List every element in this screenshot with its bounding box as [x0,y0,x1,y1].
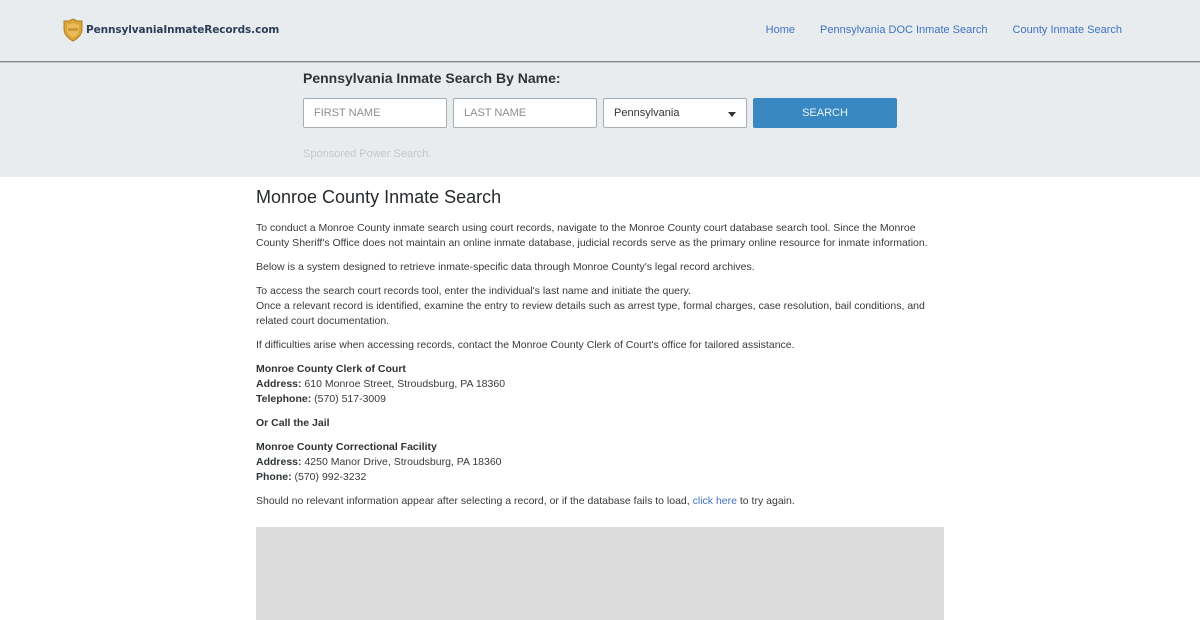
jail-contact: Monroe County Correctional Facility Address: 4250 Manor Drive, Stroudsburg, PA 18360 Phone: (570) 992-3232 [256,441,502,483]
clerk-address: 610 Monroe Street, Stroudsburg, PA 18360 [301,378,506,390]
page-title: Monroe County Inmate Search [256,187,502,207]
logo-text: PennsylvaniaInmateRecords.com [86,24,280,36]
main-nav [766,24,1122,36]
sponsored-text: Sponsored Power Search. [303,148,432,160]
click-here-link[interactable]: click here [692,495,737,507]
police-badge-icon [62,18,84,42]
article [256,187,944,518]
jail-name: Monroe County Correctional Facility [256,441,437,453]
first-name-input[interactable] [303,98,447,128]
site-logo[interactable] [62,18,279,42]
intro-paragraph: To conduct a Monroe County inmate search using court records, navigate to the Monroe County court database search tool. Since the Monroe County Sheriff's Office does not maintain an online inmate database, judicial records serve as the primary online resource for inmate information. [256,222,928,249]
difficulties-paragraph: If difficulties arise when accessing records, contact the Monroe County Clerk of Court's office for tailored assistance. [256,339,795,351]
or-call-heading: Or Call the Jail [256,417,330,429]
search-title: Pennsylvania Inmate Search By Name: [303,70,561,86]
search-section [0,63,1200,177]
nav-home[interactable]: Home [765,24,796,36]
chevron-down-icon [728,112,736,117]
records-embed-frame[interactable] [256,527,944,620]
jail-address: 4250 Manor Drive, Stroudsburg, PA 18360 [301,456,502,468]
system-paragraph: Below is a system designed to retrieve inmate-specific data through Monroe County's legal record archives. [256,261,755,273]
clerk-name: Monroe County Clerk of Court [256,363,406,375]
last-name-input[interactable] [453,98,597,128]
instructions-paragraph: To access the search court records tool, enter the individual's last name and initiate the query. Once a relevant record is identified, examine the entry to review details such as arrest type, formal charges, case resolution, bail conditions, and related court documentation. [256,285,925,327]
search-button[interactable]: SEARCH [753,98,897,128]
nav-county-inmate-search[interactable]: County Inmate Search [1012,24,1122,36]
nav-pa-doc-inmate-search[interactable]: Pennsylvania DOC Inmate Search [820,24,988,36]
retry-paragraph: Should no relevant information appear after selecting a record, or if the database fails to load, click here to try again. [256,495,795,507]
clerk-contact: Monroe County Clerk of Court Address: 610 Monroe Street, Stroudsburg, PA 18360 Telephone: (570) 517-3009 [256,363,506,405]
state-select-value: Pennsylvania [614,107,680,119]
state-select[interactable] [603,98,747,128]
clerk-phone: (570) 517-3009 [311,393,386,405]
jail-phone: (570) 992-3232 [291,471,367,483]
top-bar [0,0,1200,61]
